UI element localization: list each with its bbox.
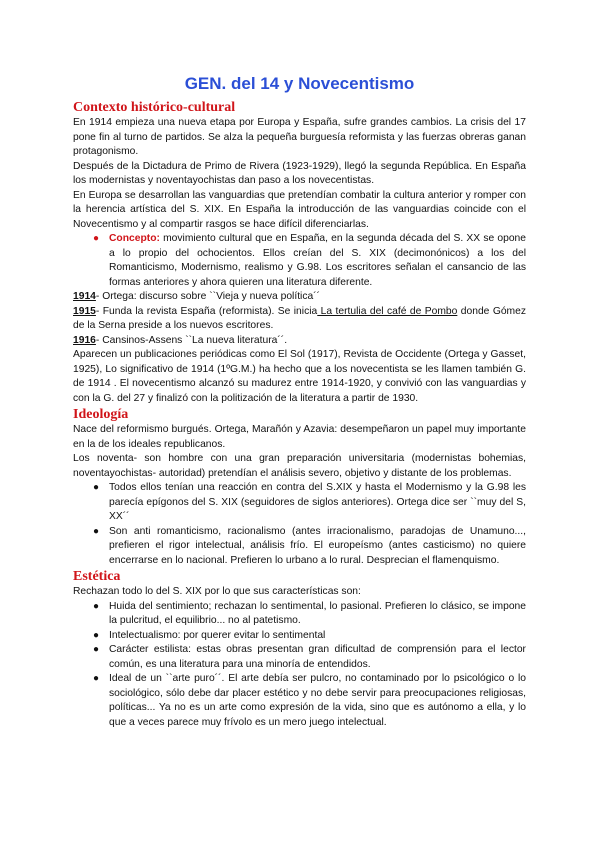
list-item-text: Carácter estilista: estas obras presentan gran dificultad de comprensión para el lector común, es una literatura para una minoría de entendidos.: [109, 644, 526, 670]
year-1915-line: [73, 305, 526, 334]
year-1915: 1915: [73, 305, 96, 317]
bullet-icon: ●: [93, 525, 100, 537]
list-item: [93, 525, 526, 569]
bullet-icon: ●: [93, 673, 100, 684]
list-item: [93, 629, 526, 644]
ideology-paragraph-2: Los noventa- son hombre con una gran preparación universitaria (modernistas bohemias, noventayochistas- autoridad) pretendían el análisis severo, objetivo y distante de los problemas.: [73, 453, 526, 479]
concept-list: [73, 232, 526, 290]
page-title: GEN. del 14 y Novecentismo: [184, 74, 415, 93]
year-1916-text: - Cansinos-Assens ``La nueva literatura´´.: [95, 334, 288, 346]
ideology-paragraph-1: Nace del reformismo burgués. Ortega, Marañón y Azavia: desempeñaron un papel muy importante en la de los ideales republicanos.: [73, 424, 526, 450]
year-1915-text: - Funda la revista España (reformista). Se inicia: [95, 305, 318, 317]
year-1916-line: [73, 334, 526, 349]
list-item: [93, 672, 526, 730]
ideology-list: [73, 481, 526, 568]
context-paragraph-4: Aparecen un publicaciones periódicas como El Sol (1917), Revista de Occidente (Ortega y Gasset, 1925), Lo significativo de 1914 (1ºG.M.) ha hecho que a los novecentista se les llamen también G. de 1914 . El novecentismo alcanzó su madurez entre 1914-1920, y convivió con las vanguardias y con la G. del 27 y finalizó con la politización de la literatura a partir de 1930.: [73, 349, 526, 404]
list-item-text: Son anti romanticismo, racionalismo (antes irracionalismo, paradojas de Unamuno..., prefieren el rigor intelectual, análisis frío. El europeísmo (antes casticismo) no quiere encerrarse en lo nacional. Prefieren lo urbano a lo rural. Desprecian el flamenquismo.: [109, 525, 526, 566]
year-1914: 1914: [73, 291, 96, 302]
bullet-icon: ●: [93, 644, 100, 655]
year-1914-text: - Ortega: discurso sobre ``Vieja y nueva política´´: [95, 291, 321, 302]
bullet-icon: ●: [93, 629, 100, 641]
concept-text: movimiento cultural que en España, en la segunda década del S. XX se opone a lo propio del ochocientos. Ellos creían del S. XIX (decimonónicos) a los del Romanticismo, Modernismo, realismo y G.98. Los escritores señalan el cansancio de las formas anteriores y ahora quieren una literatura diferente.: [109, 233, 526, 288]
concept-label: Concepto:: [109, 233, 160, 244]
bullet-icon: ●: [93, 233, 100, 244]
list-item-text: Intelectualismo: por querer evitar lo sentimental: [109, 629, 326, 641]
aesthetics-list: [73, 600, 526, 731]
list-item-text: Ideal de un ``arte puro´´. El arte debía ser pulcro, no contaminado por lo psicológico o lo sociológico, sólo debe dar placer estético y no debe servir para preocupaciones religiosas, políticas... Ya no es un arte como expresión de la vida, sino que es autónomo a ella, y lo que a veces parece muy frívolo es un mero juego intelectual.: [109, 673, 526, 728]
year-1914-line: [73, 290, 526, 305]
list-item-text: Huida del sentimiento; rechazan lo sentimental, lo pasional. Prefieren lo clásico, se impone la pulcritud, el equilibrio... no al patetismo.: [109, 600, 526, 626]
context-section: [73, 99, 526, 406]
list-item: [93, 481, 526, 525]
bullet-icon: ●: [93, 482, 100, 493]
ideology-section: [73, 406, 526, 568]
context-paragraph-3: En Europa se desarrollan las vanguardias que pretendían combatir la cultura anterior y romper con la herencia artística del S. XIX. En España la introducción de las vanguardias coincide con el Novecentismo y al compartir rasgos se hace difícil diferenciarlas.: [73, 189, 526, 230]
bullet-icon: ●: [93, 600, 100, 612]
context-paragraph-2: Después de la Dictadura de Primo de Rivera (1923-1929), llegó la segunda República. En España los modernistas y noventayochistas dan paso a los novecentistas.: [73, 160, 526, 186]
list-item: [93, 600, 526, 629]
concept-item: [93, 232, 526, 290]
list-item-text: Todos ellos tenían una reacción en contra del S.XIX y hasta el Modernismo y la G.98 les parecía epígonos del S. XIX (seguidores de siglos anteriores). Ortega dice ser ``muy del S, XX´´: [109, 482, 526, 522]
aesthetics-section: [73, 568, 526, 730]
list-item: [93, 643, 526, 672]
context-paragraph-1: En 1914 empieza una nueva etapa por Europa y España, sufre grandes cambios. La crisis del 17 pone fin al turno de partidos. Se alza la pequeña burguesía reformista y las fuerzas obreras ganan protagonismo.: [73, 117, 526, 157]
year-1916: 1916: [73, 334, 96, 346]
aesthetics-intro: Rechazan todo lo del S. XIX por lo que sus características son:: [73, 586, 361, 597]
ideology-heading: Ideología: [73, 407, 129, 422]
context-heading: Contexto histórico-cultural: [73, 100, 236, 115]
tertulia-link: La tertulia del café de Pombo: [317, 305, 458, 317]
year-1915-rest: donde Gómez de la Serna preside a los nuevos escritores.: [73, 305, 527, 331]
aesthetics-heading: Estética: [73, 569, 121, 584]
